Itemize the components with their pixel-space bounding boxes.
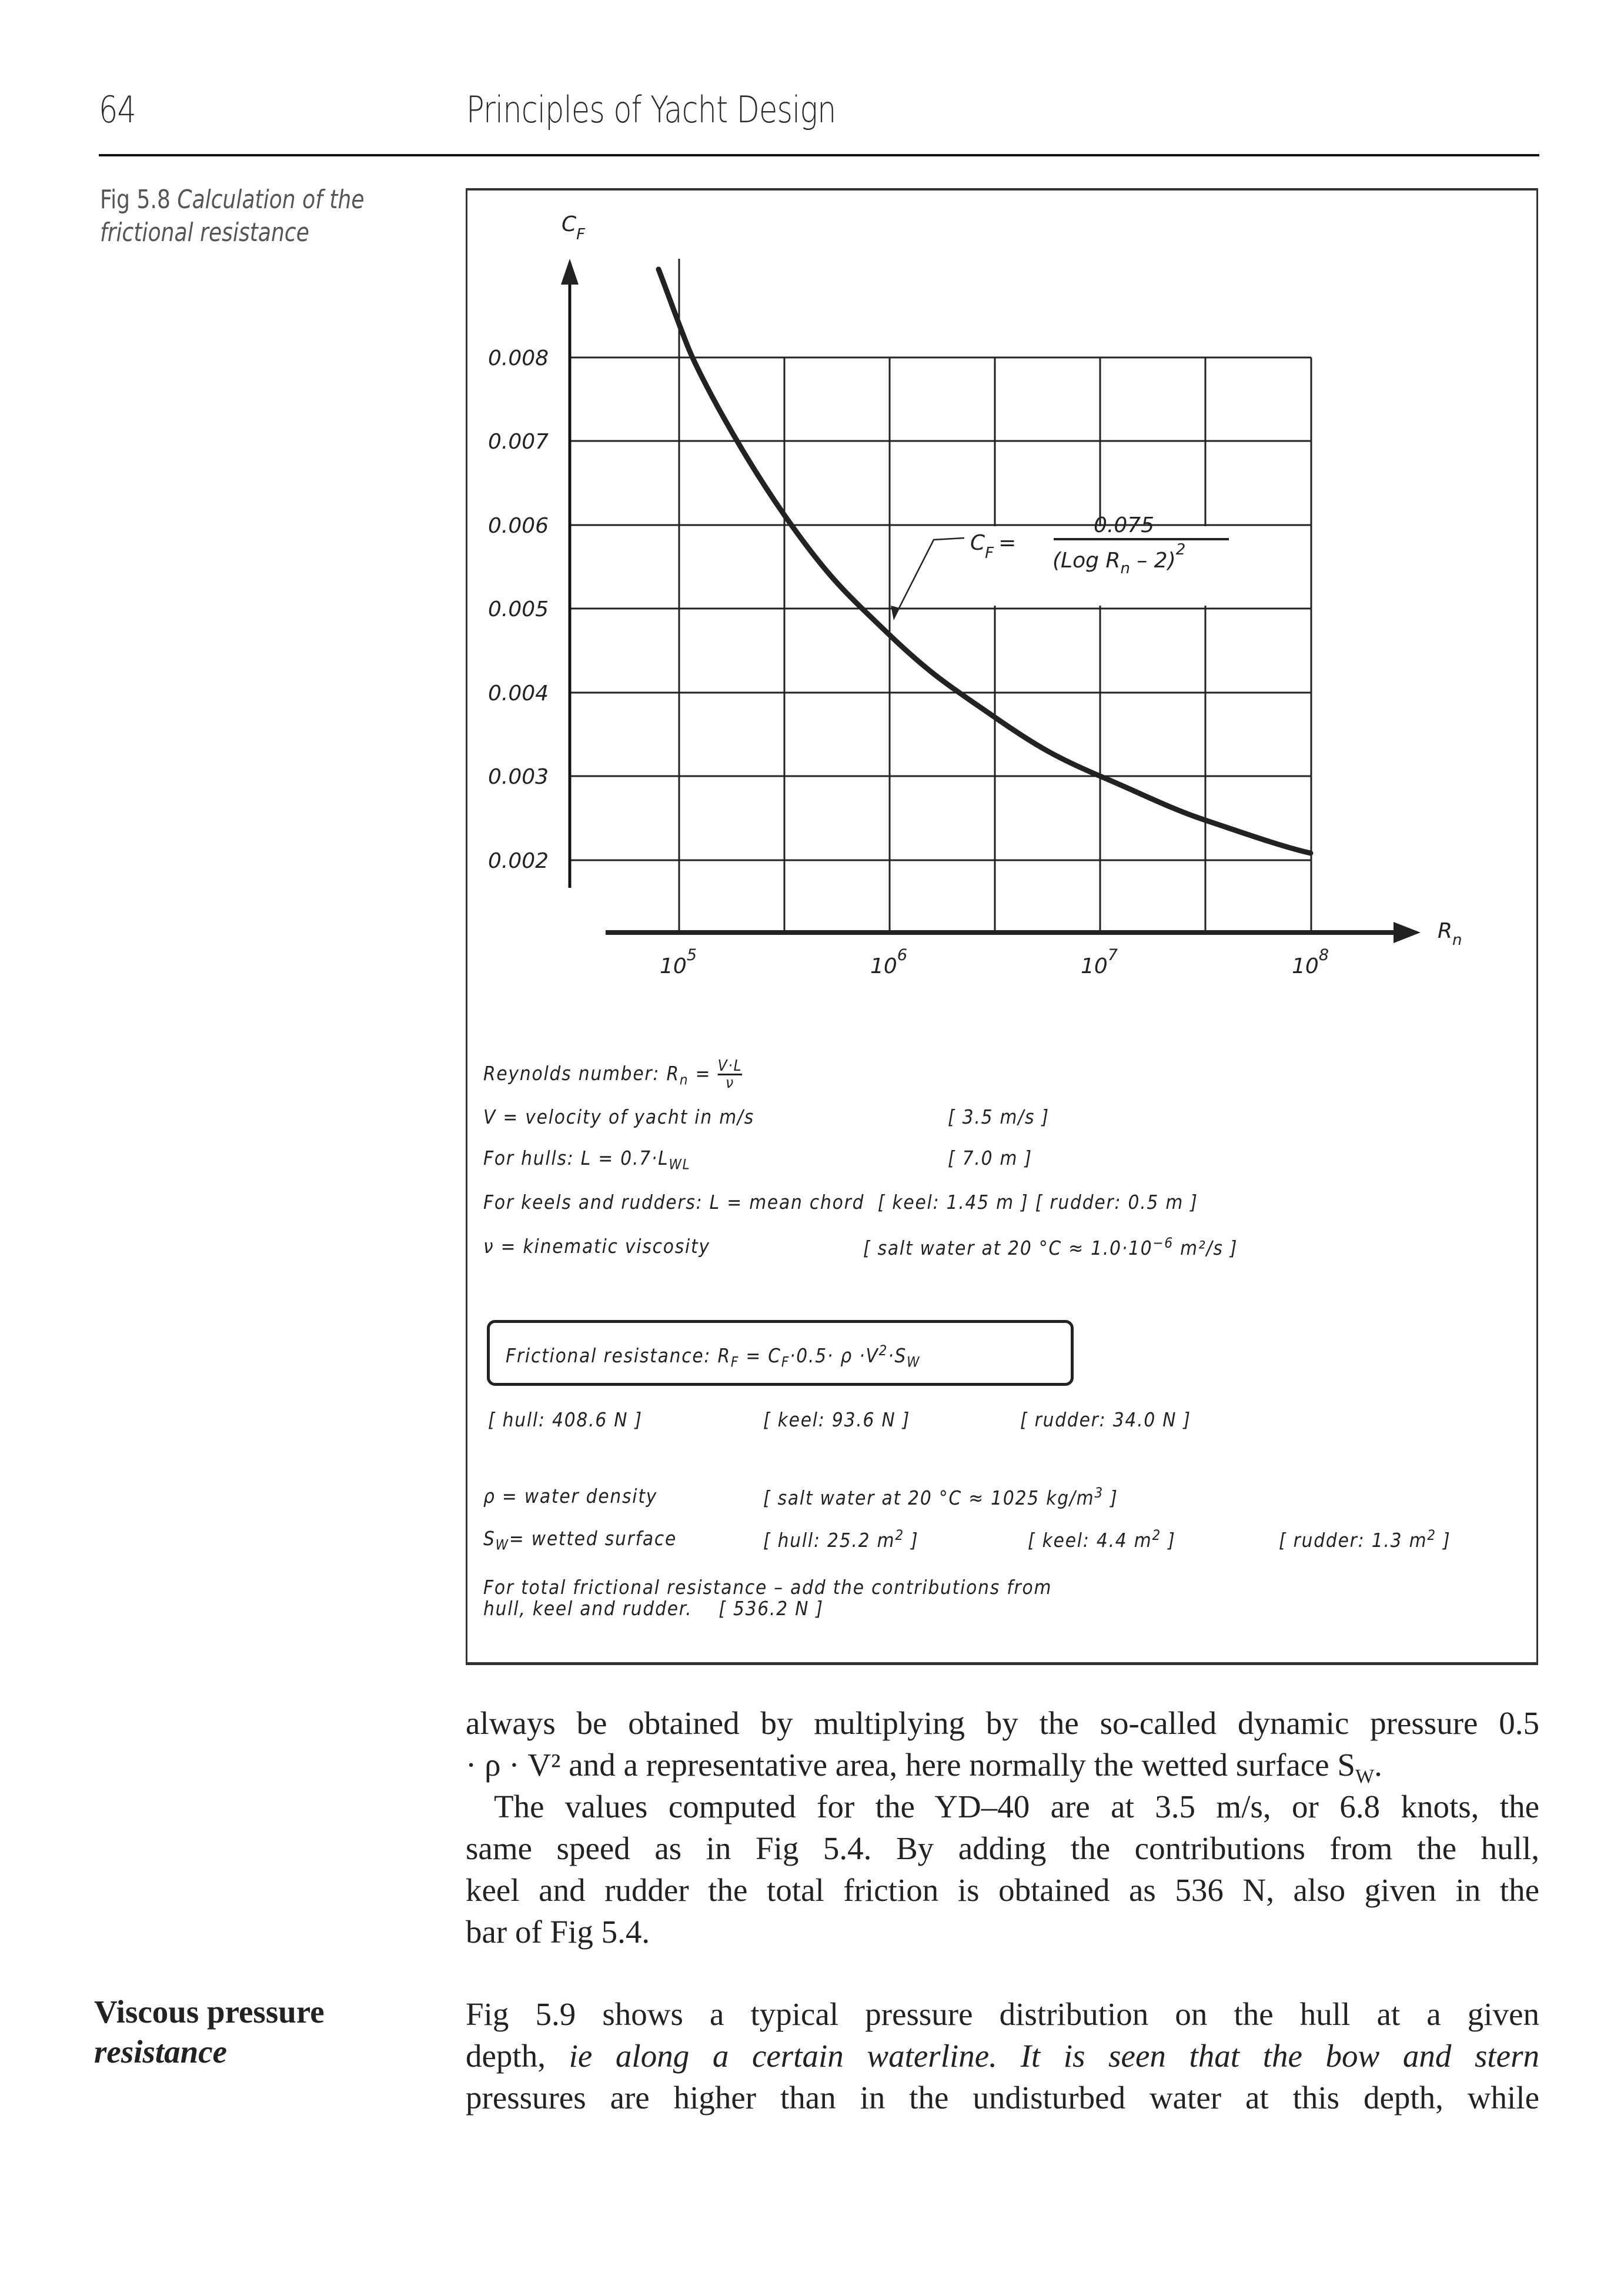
wetted-surface-hull: [ hull: 25.2 $m^2$ ] [763, 1527, 919, 1552]
velocity-def: V = velocity of yacht in m/s [483, 1105, 755, 1128]
body-paragraph-2 [466, 1993, 1539, 2118]
x-axis-arrow-icon [1394, 922, 1421, 943]
body-line: pressures are higher than in the undisturbed water at this depth, while [466, 2080, 1539, 2115]
caption-label: Fig 5.8 [100, 185, 171, 215]
body-line: Fig 5.9 shows a typical pressure distribution on the hull at a given [466, 1996, 1539, 2032]
viscosity-value: [ salt water at 20 $^\circ C \approx 1.0\cdot 10^{-6}$ m²/s ] [863, 1235, 1238, 1259]
caption-title-line2: frictional resistance [100, 218, 309, 248]
section-heading-line2: resistance [94, 2034, 228, 2070]
y-tick-0.005: 0.005 [488, 597, 549, 621]
keel-rudder-length-def: For keels and rudders: L = mean chord [ keel: 1.45 m ] [ rudder: 0.5 m ] [483, 1191, 1198, 1214]
x-tick-1e5: $10^5$ [660, 946, 697, 978]
x-tick-1e7: $10^7$ [1081, 946, 1118, 978]
formula-numerator: 0.075 [1094, 513, 1155, 537]
result-rudder: [ rudder: 34.0 N ] [1020, 1408, 1191, 1431]
total-resistance-line2: hull, keel and rudder. [ 536.2 N ] [483, 1597, 824, 1620]
cf-chart [0, 0, 1614, 1011]
caption-title-line1: Calculation of the [177, 185, 365, 215]
section-heading [94, 1992, 325, 2072]
hull-length-def: For hulls: $L = 0.7\cdot L_{WL}$ [483, 1147, 691, 1173]
frictional-resistance-formula: Frictional resistance: $R_F = C_F\cdot 0.5\cdot \rho \cdot V^2\cdot S_W$ [506, 1342, 921, 1371]
y-tick-0.003: 0.003 [488, 765, 549, 789]
body-line: same speed as in Fig 5.4. By adding the contributions from the hull, [466, 1830, 1539, 1866]
svg-text:CF=: $C_F$ = [970, 531, 1017, 562]
wetted-surface-def: $S_W=$ wetted surface [483, 1527, 677, 1553]
y-axis-label: $C_F$ [562, 212, 586, 243]
body-line: bar of Fig 5.4. [466, 1914, 650, 1950]
result-keel: [ keel: 93.6 N ] [763, 1408, 911, 1431]
wetted-surface-rudder: [ rudder: 1.3 $m^2$ ] [1279, 1527, 1451, 1552]
body-line: The values computed for the YD–40 are at 3.5 m/s, or 6.8 knots, the [494, 1789, 1539, 1824]
y-tick-0.006: 0.006 [488, 514, 549, 538]
reynolds-number-def: Reynolds number: $R_n$ = $\frac{V\cdot L}{\nu}$ [483, 1057, 743, 1092]
book-title: Principles of Yacht Design [466, 88, 836, 131]
body-line: always be obtained by multiplying by the so-called dynamic pressure 0.5 [466, 1705, 1539, 1741]
keel-chord-value: [ keel: 1.45 m ] [877, 1191, 1029, 1214]
total-resistance-line1: For total frictional resistance – add the contributions from [483, 1576, 1052, 1599]
body-line: keel and rudder the total friction is obtained as 536 N, also given in the [466, 1872, 1539, 1908]
density-value: [ salt water at 20 °C ≈ 1025 $kg/m^3$ ] [763, 1485, 1118, 1509]
body-line: · ρ · V² and a representative area, here normally the wetted surface $S_W$. [466, 1747, 1382, 1787]
y-tick-0.008: 0.008 [488, 346, 549, 370]
result-hull: [ hull: 408.6 N ] [488, 1408, 643, 1431]
leader-arrowhead-icon [891, 606, 900, 620]
formula-denominator: (Log $R_n - 2)^2$ [1052, 541, 1186, 577]
y-tick-0.004: 0.004 [488, 681, 549, 706]
y-tick-0.002: 0.002 [488, 849, 549, 873]
body-paragraph-1 [466, 1702, 1539, 1953]
page-number: 64 [99, 88, 136, 131]
viscosity-def: ν = kinematic viscosity [483, 1235, 710, 1258]
rudder-chord-value: [ rudder: 0.5 m ] [1035, 1191, 1198, 1214]
section-heading-line1: Viscous pressure [94, 1994, 325, 2030]
velocity-value: [ 3.5 m/s ] [948, 1105, 1050, 1128]
density-def: ρ = water density [483, 1485, 658, 1508]
x-tick-1e8: $10^8$ [1292, 946, 1329, 978]
y-axis-arrow-icon [561, 259, 579, 285]
body-line: depth, ie along a certain waterline. It is seen that the bow and stern [466, 2038, 1539, 2074]
x-axis-label: $R_n$ [1438, 919, 1462, 949]
hull-length-value: [ 7.0 m ] [948, 1147, 1032, 1169]
wetted-surface-keel: [ keel: 4.4 $m^2$ ] [1028, 1527, 1176, 1552]
total-resistance-value: [ 536.2 N ] [719, 1597, 824, 1620]
x-tick-1e6: $10^6$ [870, 946, 907, 978]
y-tick-0.007: 0.007 [488, 430, 549, 454]
